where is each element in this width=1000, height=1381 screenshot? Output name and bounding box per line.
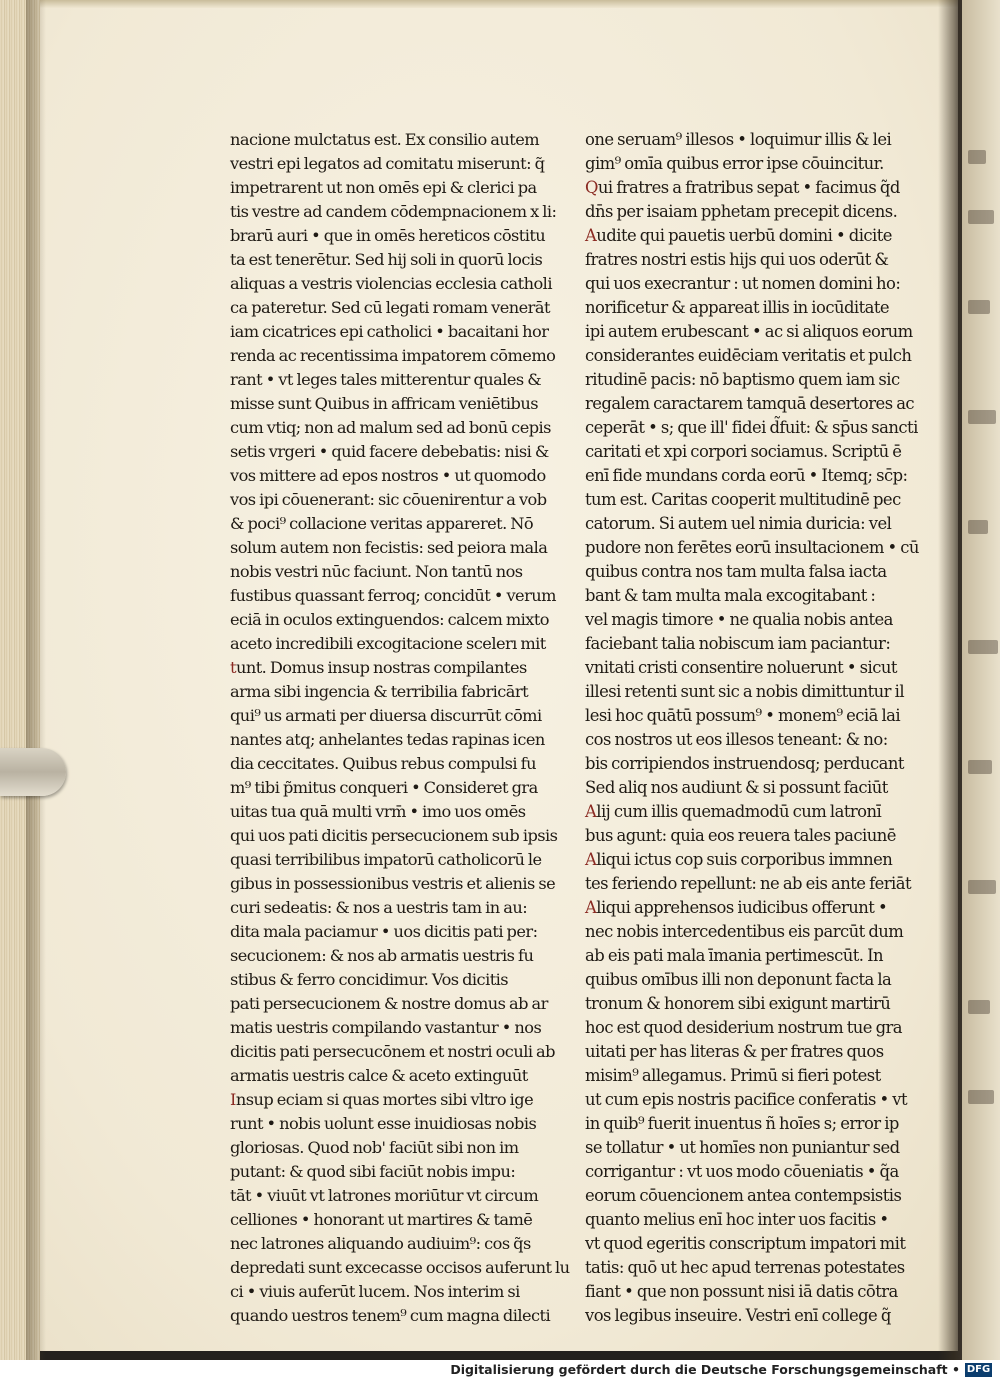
right-text-column [585,128,919,1328]
next-page-text-fragment [968,300,990,314]
text-line: enī fide mundans corda eorū • Itemq; sc̄p: [585,466,908,485]
text-line: ipi autem erubescant • ac si aliquos eorum [585,322,913,341]
text-line: putant: & quod sibi faciūt nobis impu: [230,1162,516,1181]
text-line: depredati sunt excecasse occisos auferunt lu [230,1258,570,1277]
text-line: vel magis timore • ne qualia nobis antea [585,610,893,629]
text-line: vt quod egeritis conscriptum impatori mit [585,1234,906,1253]
text-line: runt • nobis uolunt esse inuidiosas nobis [230,1114,537,1133]
text-line: se tollatur • ut homīes non puniantur sed [585,1138,900,1157]
text-line: ceperāt • s; que ill' fidei d̃fuit: & sp̄us sancti [585,418,918,437]
text-line: quando uestros tenem⁹ cum magna dilecti [230,1306,551,1325]
text-line: gim⁹ omīa quibus error ipse cōuincitur. [585,154,884,173]
text-line: misse sunt Quibus in affricam veniētibus [230,394,538,413]
text-line: catorum. Si autem uel nimia duricia: vel [585,514,892,533]
text-line: aceto incredibili excogitacione scelerı mit [230,634,546,653]
text-line: renda ac recentissima impatorem cōmemo [230,346,556,365]
text-line: aliquas a vestris violencias ecclesia catholi [230,274,552,293]
next-page-edge [962,0,1000,1360]
text-line: tatis: quō ut hec apud terrenas potestates [585,1258,905,1277]
text-line: quibus contra nos tam multa falsa iacta [585,562,887,581]
text-line: uitati per has literas & per fratres quos [585,1042,884,1061]
text-line: nacione mulctatus est. Ex consilio autem [230,130,540,149]
text-line: & poci⁹ collacione veritas appareret. Nō [230,514,534,533]
text-line: illesi retenti sunt sic a nobis dimittuntur il [585,682,905,701]
page-top-edge [40,0,958,8]
text-line: regalem caractarem tamquā desertores ac [585,394,915,413]
text-line: dicitis pati persecucōnem et nostri oculi ab [230,1042,555,1061]
text-line: corrigantur : vt uos modo cōueniatis • q̃a [585,1162,899,1181]
text-line: solum autem non fecistis: sed peiora mala [230,538,548,557]
text-line: tāt • viuūt vt latrones moriūtur vt circum [230,1186,539,1205]
text-line: one seruam⁹ illesos • loquimur illis & lei [585,130,892,149]
text-line: nec latrones aliquando audiuim⁹: cos q̃s [230,1234,531,1253]
next-page-text-fragment [968,520,988,534]
text-line: uitas tua quā multi vrm̄ • imo uos omēs [230,802,526,821]
next-page-text-fragment [968,410,996,424]
text-line: misim⁹ allegamus. Primū si fieri potest [585,1066,881,1085]
text-line: norificetur & appareat illis in iocūditate [585,298,890,317]
text-line: fiant • que non possunt nisi iā datis cōtra [585,1282,898,1301]
text-line: ca pateretur. Sed cū legati romam venerāt [230,298,550,317]
text-line: fustibus quassant ferroq; concidūt • verum [230,586,556,605]
text-line: qui uos execrantur : ut nomen domini ho: [585,274,901,293]
text-line: dn̄s per isaiam pphetam precepit dicens. [585,202,898,221]
text-line: Qui fratres a fratribus sepat • facimus q̃d [585,178,900,197]
text-line: vnitati cristi consentire noluerunt • sicut [585,658,897,677]
text-line: nec nobis intercedentibus eis parcūt dum [585,922,904,941]
text-line: ritudinē pacis: nō baptismo quem iam sic [585,370,900,389]
next-page-text-fragment [968,760,992,774]
page-shadow [26,0,46,1360]
text-line: Alij cum illis quemadmodū cum latronī [585,802,882,821]
next-page-text-fragment [968,1090,994,1104]
text-line: stibus & ferro concidimur. Vos dicitis [230,970,509,989]
text-line: celliones • honorant ut martires & tamē [230,1210,533,1229]
text-line: gibus in possessionibus vestris et alienis se [230,874,556,893]
text-line: pudore non ferētes eorū insultacionem • cū [585,538,919,557]
text-line: cum vtiq; non ad malum sed ad bonū cepis [230,418,551,437]
text-line: Aliqui ictus cop suis corporibus immnen [585,850,893,869]
text-line: ut cum epis nostris pacifice conferatis • vt [585,1090,908,1109]
text-line: ab eis pati mala īmania pertimescūt. In [585,946,884,965]
text-line: considerantes euidēciam veritatis et pulch [585,346,912,365]
text-line: tum est. Caritas cooperit multitudinē pec [585,490,901,509]
text-line: matis uestris compilando vastantur • nos [230,1018,542,1037]
text-line: vestri epi legatos ad comitatu miserunt: q̃ [230,154,545,173]
text-line: quibus omībus illi non deponunt facta la [585,970,892,989]
text-line: tronum & honorem sibi exigunt martirū [585,994,891,1013]
text-line: Aliqui apprehensos iudicibus offerunt • [585,898,888,917]
text-line: nobis vestri nūc faciunt. Non tantū nos [230,562,523,581]
text-line: tunt. Domus insup nostras compilantes [230,658,527,677]
text-line: Insup eciam si quas mortes sibi vltro ige [230,1090,534,1109]
text-line: faciebant talia nobiscum iam paciantur: [585,634,891,653]
text-line: cos nostros ut eos illesos teneant: & no: [585,730,888,749]
text-line: dita mala paciamur • uos dicitis pati per: [230,922,538,941]
text-line: impetrarent ut non omēs epi & clerici pa [230,178,537,197]
text-line: gloriosas. Quod nob' faciūt sibi non im [230,1138,519,1157]
text-line: bis corripiendos instruendosq; perducant [585,754,904,773]
text-line: in quib⁹ fuerit inuentus ñ hoīes s; error ip [585,1114,899,1133]
bookmark-clip [0,748,66,796]
text-line: armatis uestris calce & aceto extinguūt [230,1066,528,1085]
left-text-column [230,128,570,1328]
text-line: tes feriendo repellunt: ne ab eis ante feriāt [585,874,912,893]
footer-bar [0,1360,1000,1381]
text-line: fratres nostri estis hijs qui uos oderūt & [585,250,889,269]
text-line: Sed aliq nos audiunt & si possunt faciūt [585,778,888,797]
next-page-text-fragment [968,880,996,894]
text-line: eorum cōuencionem antea contempsistis [585,1186,902,1205]
text-line: brarū auri • que in omēs hereticos cōstitu [230,226,546,245]
next-page-text-fragment [968,1000,990,1014]
dfg-logo: DFG [966,1364,991,1375]
next-page-text-fragment [968,210,994,224]
text-line: setis vrgeri • quid facere debebatis: nisi & [230,442,549,461]
funding-credit: Digitalisierung gefördert durch die Deutsche Forschungsgemeinschaft • [450,1362,960,1377]
text-line: curi sedeatis: & nos a uestris tam in au: [230,898,528,917]
book-gutter [938,0,964,1360]
text-line: qui uos pati dicitis persecucionem sub ipsis [230,826,558,845]
text-line: lesi hoc quātū possum⁹ • monem⁹ eciā lai [585,706,901,725]
text-line: quasi terribilibus impatorū catholicorū le [230,850,542,869]
text-line: qui⁹ us armati per diuersa discurrūt cōmi [230,706,542,725]
text-line: quanto melius enī hoc inter uos facitis • [585,1210,889,1229]
text-line: secucionem: & nos ab armatis uestris fu [230,946,534,965]
text-line: hoc est quod desiderium nostrum tue gra [585,1018,903,1037]
text-line: vos mittere ad epos nostros • ut quomodo [230,466,546,485]
text-line: ci • viuis auferūt lucem. Nos interim si [230,1282,520,1301]
text-line: m⁹ tibi p̃mitus conqueri • Consideret gra [230,778,538,797]
text-line: dia ceccitates. Quibus rebus compulsi fu [230,754,536,773]
text-line: tis vestre ad candem cōdempnacionem x li: [230,202,557,221]
text-line: eciā in oculos extinguendos: calcem mixto [230,610,549,629]
text-line: iam cicatrices epi catholici • bacaitani hor [230,322,549,341]
text-line: rant • vt leges tales mitterentur quales & [230,370,542,389]
text-line: bus agunt: quia eos reuera tales paciunē [585,826,896,845]
text-line: caritati et xpi corpori sociamus. Scriptū ē [585,442,902,461]
text-line: Audite qui pauetis uerbū domini • dicite [585,226,892,245]
text-line: vos legibus inseuire. Vestri enī college q̃ [585,1306,891,1325]
text-line: arma sibi ingencia & terribilia fabricārt [230,682,529,701]
text-line: ta est tenerētur. Sed hij soli in quorū locis [230,250,543,269]
text-line: pati persecucionem & nostre domus ab ar [230,994,548,1013]
next-page-text-fragment [968,640,998,654]
text-line: nantes atq; anhelantes tedas rapinas icen [230,730,545,749]
text-line: bant & tam multa mala excogitabant : [585,586,876,605]
next-page-text-fragment [968,150,986,164]
text-line: vos ipi cōuenerant: sic cōuenirentur a vob [230,490,547,509]
